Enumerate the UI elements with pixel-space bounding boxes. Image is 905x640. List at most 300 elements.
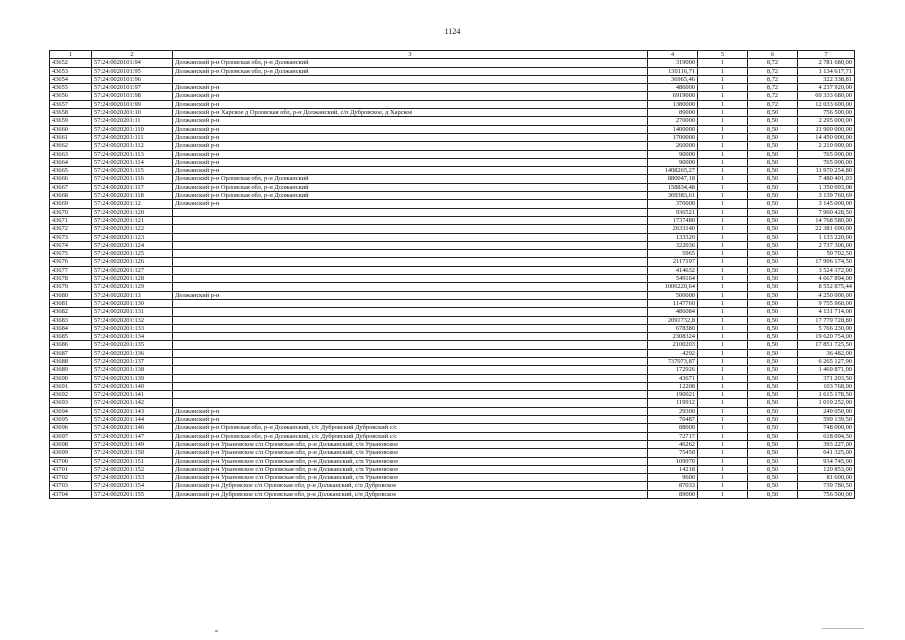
table-row xyxy=(50,465,855,473)
value-cell: 1 350 093,08 xyxy=(798,183,855,191)
address-cell: Должанский р-н Орловская обл, р-н Должанский, с/с Дубровский Дубровский с/с xyxy=(173,432,648,440)
count-cell: 1 xyxy=(698,200,748,208)
count-cell: 1 xyxy=(698,109,748,117)
rate-cell: 8,50 xyxy=(748,440,798,448)
cadastral-number-cell: 57:24:0020201:140 xyxy=(92,382,173,390)
value-cell: 249 050,00 xyxy=(798,407,855,415)
address-cell: Должанский р-н Орловская обл, р-н Должанский xyxy=(173,192,648,200)
table-row xyxy=(50,142,855,150)
area-cell: 549164 xyxy=(648,275,698,283)
address-cell xyxy=(173,308,648,316)
count-cell: 1 xyxy=(698,341,748,349)
rate-cell: 8,50 xyxy=(748,416,798,424)
area-cell: 1147760 xyxy=(648,299,698,307)
cadastral-number-cell: 57:24:0020201:127 xyxy=(92,266,173,274)
area-cell: 190021 xyxy=(648,391,698,399)
address-cell: Должанский р-н xyxy=(173,142,648,150)
table-row xyxy=(50,382,855,390)
address-cell: Должанский р-н Орловская обл, р-н Должанский xyxy=(173,67,648,75)
row-number-cell: 43702 xyxy=(50,474,92,482)
row-number-cell: 43691 xyxy=(50,382,92,390)
address-cell: Должанский р-н Урыновское с/п Орловская обл, р-н Должанский, с/п Урыновское xyxy=(173,474,648,482)
table-row xyxy=(50,291,855,299)
row-number-cell: 43698 xyxy=(50,440,92,448)
cadastral-number-cell: 57:24:0020201:110 xyxy=(92,125,173,133)
area-cell: 9600 xyxy=(648,474,698,482)
address-cell: Должанский р-н xyxy=(173,133,648,141)
rate-cell: 8,50 xyxy=(748,457,798,465)
table-row xyxy=(50,67,855,75)
cadastral-number-cell: 57:24:0020201:133 xyxy=(92,324,173,332)
table-row xyxy=(50,283,855,291)
value-cell: 3 145 000,00 xyxy=(798,200,855,208)
count-cell: 1 xyxy=(698,117,748,125)
address-cell: Должанский р-н xyxy=(173,416,648,424)
row-number-cell: 43670 xyxy=(50,208,92,216)
rate-cell: 8,50 xyxy=(748,283,798,291)
row-number-cell: 43660 xyxy=(50,125,92,133)
count-cell: 1 xyxy=(698,482,748,490)
count-cell: 1 xyxy=(698,399,748,407)
address-cell xyxy=(173,241,648,249)
address-cell xyxy=(173,316,648,324)
table-row xyxy=(50,150,855,158)
rate-cell: 8,50 xyxy=(748,175,798,183)
row-number-cell: 43704 xyxy=(50,490,92,498)
rate-cell: 8,50 xyxy=(748,125,798,133)
column-header: 4 xyxy=(648,51,698,59)
row-number-cell: 43703 xyxy=(50,482,92,490)
area-cell: 1737480 xyxy=(648,216,698,224)
table-row xyxy=(50,192,855,200)
value-cell: 1 615 178,50 xyxy=(798,391,855,399)
column-header: 6 xyxy=(748,51,798,59)
table-row xyxy=(50,266,855,274)
value-cell: 19 620 754,00 xyxy=(798,333,855,341)
table-row xyxy=(50,440,855,448)
rate-cell: 8,50 xyxy=(748,391,798,399)
area-cell: 1400000 xyxy=(648,125,698,133)
address-cell: Должанский р-н xyxy=(173,125,648,133)
table-row xyxy=(50,366,855,374)
area-cell: 2633140 xyxy=(648,225,698,233)
cadastral-number-cell: 57:24:0020201:115 xyxy=(92,167,173,175)
row-number-cell: 43664 xyxy=(50,158,92,166)
area-cell: 270000 xyxy=(648,117,698,125)
row-number-cell: 43700 xyxy=(50,457,92,465)
count-cell: 1 xyxy=(698,407,748,415)
count-cell: 1 xyxy=(698,308,748,316)
area-cell: 1006220,64 xyxy=(648,283,698,291)
value-cell: 11 900 000,00 xyxy=(798,125,855,133)
area-cell: 414632 xyxy=(648,266,698,274)
rate-cell: 8,50 xyxy=(748,142,798,150)
area-cell: 158834,48 xyxy=(648,183,698,191)
count-cell: 1 xyxy=(698,324,748,332)
rate-cell: 8,50 xyxy=(748,465,798,473)
rate-cell: 8,50 xyxy=(748,167,798,175)
rate-cell: 8,50 xyxy=(748,258,798,266)
cadastral-number-cell: 57:24:0020201:155 xyxy=(92,490,173,498)
cadastral-number-cell: 57:24:0020201:131 xyxy=(92,308,173,316)
rate-cell: 8,50 xyxy=(748,133,798,141)
value-cell: 1 133 220,00 xyxy=(798,233,855,241)
rate-cell: 8,50 xyxy=(748,200,798,208)
area-cell: 5965 xyxy=(648,250,698,258)
value-cell: 50 702,50 xyxy=(798,250,855,258)
cadastral-number-cell: 57:24:0020201:111 xyxy=(92,133,173,141)
area-cell: 130116,71 xyxy=(648,67,698,75)
table-row xyxy=(50,275,855,283)
count-cell: 1 xyxy=(698,349,748,357)
row-number-cell: 43701 xyxy=(50,465,92,473)
table-row xyxy=(50,216,855,224)
cadastral-number-cell: 57:24:0020201:137 xyxy=(92,357,173,365)
table-row xyxy=(50,432,855,440)
table-body xyxy=(50,59,855,499)
row-number-cell: 43689 xyxy=(50,366,92,374)
address-cell xyxy=(173,275,648,283)
column-header: 5 xyxy=(698,51,748,59)
address-cell xyxy=(173,266,648,274)
value-cell: 4 237 920,00 xyxy=(798,84,855,92)
row-number-cell: 43699 xyxy=(50,449,92,457)
count-cell: 1 xyxy=(698,432,748,440)
row-number-cell: 43673 xyxy=(50,233,92,241)
scan-artifact xyxy=(822,628,864,629)
address-cell xyxy=(173,357,648,365)
row-number-cell: 43687 xyxy=(50,349,92,357)
address-cell xyxy=(173,349,648,357)
register-table xyxy=(49,50,855,499)
rate-cell: 8,50 xyxy=(748,349,798,357)
rate-cell: 8,50 xyxy=(748,449,798,457)
address-cell xyxy=(173,391,648,399)
count-cell: 1 xyxy=(698,357,748,365)
column-header: 2 xyxy=(92,51,173,59)
value-cell: 748 000,00 xyxy=(798,424,855,432)
rate-cell: 8,50 xyxy=(748,225,798,233)
value-cell: 14 450 000,00 xyxy=(798,133,855,141)
row-number-cell: 43666 xyxy=(50,175,92,183)
cadastral-number-cell: 57:24:0020201:112 xyxy=(92,142,173,150)
address-cell: Должанский р-н xyxy=(173,92,648,100)
address-cell xyxy=(173,324,648,332)
rate-cell: 8,50 xyxy=(748,216,798,224)
area-cell: 6919000 xyxy=(648,92,698,100)
count-cell: 1 xyxy=(698,208,748,216)
rate-cell: 8,50 xyxy=(748,399,798,407)
cadastral-number-cell: 57:24:0020101:98 xyxy=(92,92,173,100)
cadastral-number-cell: 57:24:0020201:13 xyxy=(92,291,173,299)
cadastral-number-cell: 57:24:0020201:128 xyxy=(92,275,173,283)
rate-cell: 8,50 xyxy=(748,308,798,316)
value-cell: 756 500,00 xyxy=(798,109,855,117)
value-cell: 2 781 680,00 xyxy=(798,59,855,67)
row-number-cell: 43657 xyxy=(50,100,92,108)
count-cell: 1 xyxy=(698,474,748,482)
rate-cell: 8,50 xyxy=(748,117,798,125)
count-cell: 1 xyxy=(698,465,748,473)
row-number-cell: 43694 xyxy=(50,407,92,415)
value-cell: 1 469 871,00 xyxy=(798,366,855,374)
value-cell: 36 482,00 xyxy=(798,349,855,357)
scan-artifact xyxy=(215,630,218,632)
value-cell: 618 094,50 xyxy=(798,432,855,440)
row-number-cell: 43665 xyxy=(50,167,92,175)
rate-cell: 8,72 xyxy=(748,100,798,108)
rate-cell: 8,72 xyxy=(748,84,798,92)
table-row xyxy=(50,59,855,67)
count-cell: 1 xyxy=(698,366,748,374)
value-cell: 120 853,00 xyxy=(798,465,855,473)
row-number-cell: 43659 xyxy=(50,117,92,125)
table-row xyxy=(50,233,855,241)
area-cell: 319000 xyxy=(648,59,698,67)
rate-cell: 8,72 xyxy=(748,92,798,100)
rate-cell: 8,50 xyxy=(748,109,798,117)
table-row xyxy=(50,457,855,465)
row-number-cell: 43668 xyxy=(50,192,92,200)
rate-cell: 8,72 xyxy=(748,75,798,83)
row-number-cell: 43682 xyxy=(50,308,92,316)
rate-cell: 8,50 xyxy=(748,233,798,241)
row-number-cell: 43683 xyxy=(50,316,92,324)
table-row xyxy=(50,92,855,100)
row-number-cell: 43678 xyxy=(50,275,92,283)
row-number-cell: 43653 xyxy=(50,67,92,75)
count-cell: 1 xyxy=(698,167,748,175)
table-row xyxy=(50,117,855,125)
rate-cell: 8,50 xyxy=(748,333,798,341)
rate-cell: 8,50 xyxy=(748,241,798,249)
table-row xyxy=(50,167,855,175)
area-cell: 14218 xyxy=(648,465,698,473)
address-cell: Должанский р-н Урыновское с/п Орловская обл, р-н Должанский, с/п Урыновское xyxy=(173,457,648,465)
row-number-cell: 43652 xyxy=(50,59,92,67)
count-cell: 1 xyxy=(698,175,748,183)
value-cell: 934 745,00 xyxy=(798,457,855,465)
value-cell: 2 737 306,00 xyxy=(798,241,855,249)
cadastral-number-cell: 57:24:0020201:113 xyxy=(92,150,173,158)
cadastral-number-cell: 57:24:0020201:117 xyxy=(92,183,173,191)
area-cell: 29300 xyxy=(648,407,698,415)
area-cell: 12208 xyxy=(648,382,698,390)
table-row xyxy=(50,374,855,382)
area-cell: 2308324 xyxy=(648,333,698,341)
area-cell: 737073,87 xyxy=(648,357,698,365)
rate-cell: 8,50 xyxy=(748,158,798,166)
address-cell: Должанский р-н Урыновское с/п Орловская обл, р-н Должанский, с/п Урыновское xyxy=(173,465,648,473)
column-header: 7 xyxy=(798,51,855,59)
address-cell xyxy=(173,225,648,233)
cadastral-number-cell: 57:24:0020201:11 xyxy=(92,117,173,125)
address-cell xyxy=(173,366,648,374)
table-row xyxy=(50,391,855,399)
value-cell: 103 768,00 xyxy=(798,382,855,390)
rate-cell: 8,50 xyxy=(748,407,798,415)
rate-cell: 8,50 xyxy=(748,366,798,374)
row-number-cell: 43672 xyxy=(50,225,92,233)
table-row xyxy=(50,84,855,92)
row-number-cell: 43675 xyxy=(50,250,92,258)
table-row xyxy=(50,133,855,141)
area-cell: 89000 xyxy=(648,109,698,117)
cadastral-number-cell: 57:24:0020201:146 xyxy=(92,424,173,432)
cadastral-number-cell: 57:24:0020101:97 xyxy=(92,84,173,92)
rate-cell: 8,50 xyxy=(748,474,798,482)
count-cell: 1 xyxy=(698,192,748,200)
table-row xyxy=(50,75,855,83)
table-row xyxy=(50,299,855,307)
count-cell: 1 xyxy=(698,216,748,224)
area-cell: 2117197 xyxy=(648,258,698,266)
row-number-cell: 43684 xyxy=(50,324,92,332)
address-cell: Должанский р-н xyxy=(173,167,648,175)
area-cell: 89000 xyxy=(648,490,698,498)
value-cell: 599 139,50 xyxy=(798,416,855,424)
value-cell: 3 139 760,69 xyxy=(798,192,855,200)
row-number-cell: 43692 xyxy=(50,391,92,399)
address-cell: Должанский р-н Орловская обл, р-н Должанский xyxy=(173,183,648,191)
value-cell: 765 000,00 xyxy=(798,150,855,158)
table-row xyxy=(50,341,855,349)
area-cell: 109970 xyxy=(648,457,698,465)
table-row xyxy=(50,407,855,415)
row-number-cell: 43695 xyxy=(50,416,92,424)
count-cell: 1 xyxy=(698,59,748,67)
rate-cell: 8,50 xyxy=(748,192,798,200)
area-cell: 4292 xyxy=(648,349,698,357)
value-cell: 4 131 714,00 xyxy=(798,308,855,316)
table-row xyxy=(50,109,855,117)
row-number-cell: 43655 xyxy=(50,84,92,92)
address-cell: Должанский р-н xyxy=(173,100,648,108)
cadastral-number-cell: 57:24:0020201:136 xyxy=(92,349,173,357)
count-cell: 1 xyxy=(698,67,748,75)
area-cell: 36965,46 xyxy=(648,75,698,83)
area-cell: 75450 xyxy=(648,449,698,457)
address-cell xyxy=(173,216,648,224)
count-cell: 1 xyxy=(698,449,748,457)
count-cell: 1 xyxy=(698,92,748,100)
row-number-cell: 43658 xyxy=(50,109,92,117)
area-cell: 87033 xyxy=(648,482,698,490)
address-cell xyxy=(173,75,648,83)
address-cell xyxy=(173,233,648,241)
cadastral-number-cell: 57:24:0020201:154 xyxy=(92,482,173,490)
area-cell: 90000 xyxy=(648,158,698,166)
count-cell: 1 xyxy=(698,266,748,274)
count-cell: 1 xyxy=(698,250,748,258)
cadastral-number-cell: 57:24:0020201:139 xyxy=(92,374,173,382)
cadastral-number-cell: 57:24:0020201:141 xyxy=(92,391,173,399)
count-cell: 1 xyxy=(698,333,748,341)
count-cell: 1 xyxy=(698,133,748,141)
value-cell: 22 381 690,00 xyxy=(798,225,855,233)
cadastral-number-cell: 57:24:0020201:147 xyxy=(92,432,173,440)
row-number-cell: 43697 xyxy=(50,432,92,440)
address-cell xyxy=(173,333,648,341)
count-cell: 1 xyxy=(698,299,748,307)
value-cell: 2 210 000,00 xyxy=(798,142,855,150)
cadastral-number-cell: 57:24:0020201:114 xyxy=(92,158,173,166)
value-cell: 2 295 000,00 xyxy=(798,117,855,125)
row-number-cell: 43696 xyxy=(50,424,92,432)
count-cell: 1 xyxy=(698,457,748,465)
row-number-cell: 43686 xyxy=(50,341,92,349)
table-row xyxy=(50,324,855,332)
address-cell: Должанский р-н Орловская обл, р-н Должанский, с/с Дубровский Дубровский с/с xyxy=(173,424,648,432)
row-number-cell: 43693 xyxy=(50,399,92,407)
value-cell: 60 333 680,00 xyxy=(798,92,855,100)
address-cell xyxy=(173,382,648,390)
rate-cell: 8,50 xyxy=(748,482,798,490)
area-cell: 1408265,27 xyxy=(648,167,698,175)
count-cell: 1 xyxy=(698,183,748,191)
cadastral-number-cell: 57:24:0020201:138 xyxy=(92,366,173,374)
cadastral-number-cell: 57:24:0020201:144 xyxy=(92,416,173,424)
row-number-cell: 43681 xyxy=(50,299,92,307)
area-cell: 500000 xyxy=(648,291,698,299)
address-cell xyxy=(173,399,648,407)
address-cell: Должанский р-н Дубровское с/п Орловская обл, р-н Должанский, с/п Дубровское xyxy=(173,482,648,490)
value-cell: 17 779 728,80 xyxy=(798,316,855,324)
rate-cell: 8,50 xyxy=(748,490,798,498)
count-cell: 1 xyxy=(698,258,748,266)
address-cell: Должанский р-н xyxy=(173,291,648,299)
row-number-cell: 43663 xyxy=(50,150,92,158)
table-row xyxy=(50,250,855,258)
row-number-cell: 43679 xyxy=(50,283,92,291)
cadastral-number-cell: 57:24:0020101:96 xyxy=(92,75,173,83)
area-cell: 260000 xyxy=(648,142,698,150)
rate-cell: 8,50 xyxy=(748,299,798,307)
area-cell: 1380000 xyxy=(648,100,698,108)
rate-cell: 8,50 xyxy=(748,357,798,365)
count-cell: 1 xyxy=(698,241,748,249)
cadastral-number-cell: 57:24:0020201:123 xyxy=(92,233,173,241)
rate-cell: 8,50 xyxy=(748,183,798,191)
count-cell: 1 xyxy=(698,382,748,390)
address-cell xyxy=(173,258,648,266)
cadastral-number-cell: 57:24:0020201:10 xyxy=(92,109,173,117)
area-cell: 88000 xyxy=(648,424,698,432)
value-cell: 3 524 372,00 xyxy=(798,266,855,274)
cadastral-number-cell: 57:24:0020201:132 xyxy=(92,316,173,324)
row-number-cell: 43667 xyxy=(50,183,92,191)
value-cell: 4 250 000,00 xyxy=(798,291,855,299)
row-number-cell: 43677 xyxy=(50,266,92,274)
rate-cell: 8,50 xyxy=(748,275,798,283)
table-row xyxy=(50,200,855,208)
row-number-cell: 43661 xyxy=(50,133,92,141)
address-cell: Должанский р-н Орловская обл, р-н Должанский xyxy=(173,175,648,183)
address-cell: Должанский р-н Дубровское с/п Орловская обл, р-н Должанский, с/п Дубровское xyxy=(173,490,648,498)
row-number-cell: 43688 xyxy=(50,357,92,365)
rate-cell: 8,50 xyxy=(748,208,798,216)
address-cell xyxy=(173,341,648,349)
cadastral-number-cell: 57:24:0020201:125 xyxy=(92,250,173,258)
cadastral-number-cell: 57:24:0020201:143 xyxy=(92,407,173,415)
count-cell: 1 xyxy=(698,125,748,133)
value-cell: 765 000,00 xyxy=(798,158,855,166)
value-cell: 1 134 617,71 xyxy=(798,67,855,75)
area-cell: 486000 xyxy=(648,84,698,92)
value-cell: 371 203,50 xyxy=(798,374,855,382)
count-cell: 1 xyxy=(698,291,748,299)
row-number-cell: 43674 xyxy=(50,241,92,249)
